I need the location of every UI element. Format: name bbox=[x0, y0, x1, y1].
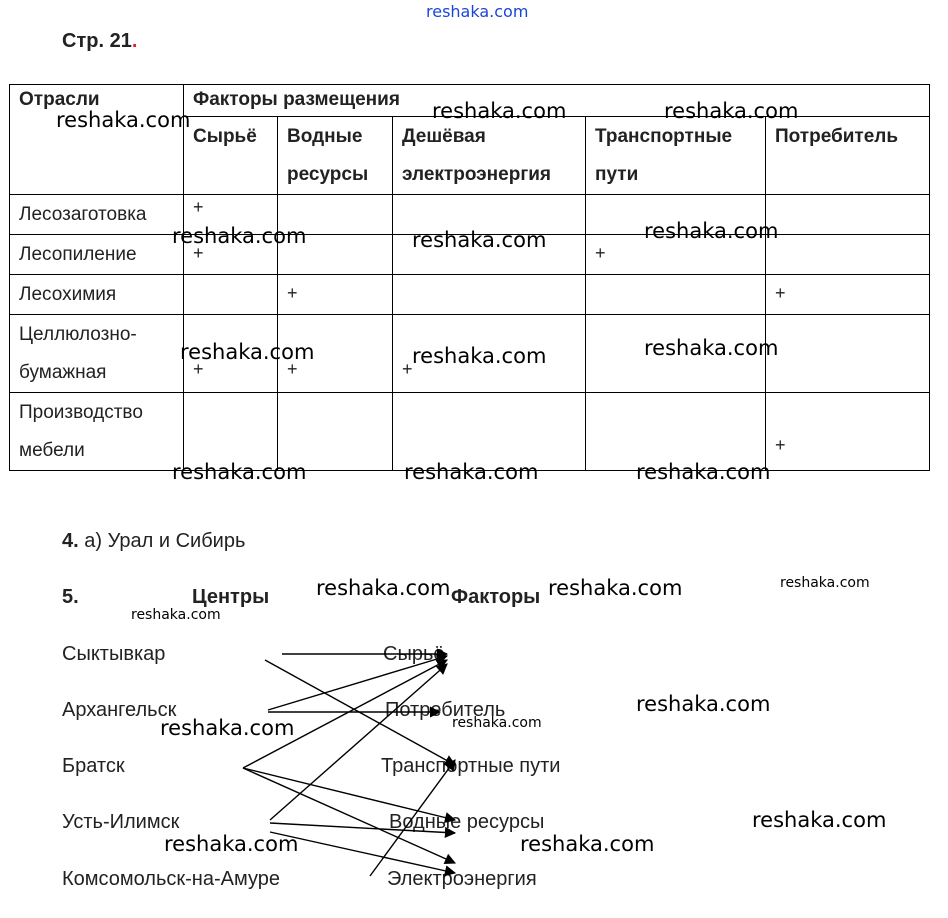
arrow-line bbox=[243, 660, 447, 768]
watermark: reshaka.com bbox=[172, 224, 307, 248]
header-factor: Потребитель bbox=[766, 117, 930, 195]
header-factor: Транспортные пути bbox=[586, 117, 766, 195]
header-factors: Факторы размещения bbox=[184, 85, 930, 117]
watermark: reshaka.com bbox=[432, 99, 567, 123]
header-industries: Отрасли bbox=[10, 85, 184, 195]
plus-mark: + bbox=[287, 359, 298, 379]
factor-item: Электроэнергия bbox=[387, 868, 537, 890]
factor-item: Потребитель bbox=[385, 699, 506, 721]
industry-name: Лесозаготовка bbox=[10, 195, 184, 235]
page-title-dot: . bbox=[131, 30, 138, 52]
arrow-line bbox=[268, 656, 447, 710]
header-factor: Сырьё bbox=[184, 117, 278, 195]
watermark: reshaka.com bbox=[131, 607, 221, 623]
centers-title: Центры bbox=[192, 586, 270, 608]
plus-mark: + bbox=[193, 243, 204, 263]
watermark: reshaka.com bbox=[664, 99, 799, 123]
watermark: reshaka.com bbox=[780, 575, 870, 591]
plus-mark: + bbox=[402, 359, 413, 379]
watermark: reshaka.com bbox=[644, 336, 779, 360]
center-item: Архангельск bbox=[62, 699, 177, 721]
watermark: reshaka.com bbox=[172, 460, 307, 484]
watermark: reshaka.com bbox=[164, 832, 299, 856]
industry-name: Лесохимия bbox=[10, 275, 184, 315]
factor-item: Транспортные пути bbox=[381, 755, 561, 777]
watermark: reshaka.com bbox=[752, 808, 887, 832]
task-4-answer: а) Урал и Сибирь bbox=[84, 530, 246, 552]
plus-mark: + bbox=[775, 283, 786, 303]
plus-mark: + bbox=[193, 197, 204, 217]
plus-mark: + bbox=[287, 283, 298, 303]
industry-name: Лесопиление bbox=[10, 235, 184, 275]
header-factor: Водные ресурсы bbox=[278, 117, 393, 195]
page-title-text: Стр. 21 bbox=[62, 30, 132, 52]
plus-mark: + bbox=[193, 359, 204, 379]
watermark: reshaka.com bbox=[412, 344, 547, 368]
watermark: reshaka.com bbox=[636, 692, 771, 716]
task-4-number: 4. bbox=[62, 530, 79, 552]
watermark: reshaka.com bbox=[160, 716, 295, 740]
factor-item: Водные ресурсы bbox=[389, 811, 545, 833]
task-5-number: 5. bbox=[62, 586, 79, 608]
plus-mark: + bbox=[775, 435, 786, 455]
header-factor: Дешёвая электроэнергия bbox=[393, 117, 586, 195]
watermark: reshaka.com bbox=[316, 576, 451, 600]
center-item: Братск bbox=[62, 755, 125, 777]
industry-name: Целлюлозно-бумажная bbox=[10, 315, 184, 393]
watermark: reshaka.com bbox=[180, 340, 315, 364]
factor-item: Сырьё bbox=[383, 643, 445, 665]
arrow-line bbox=[370, 760, 455, 876]
watermark: reshaka.com bbox=[412, 228, 547, 252]
factors-title: Факторы bbox=[451, 586, 541, 608]
watermark: reshaka.com bbox=[548, 576, 683, 600]
center-item: Сыктывкар bbox=[62, 643, 166, 665]
center-item: Комсомольск-на-Амуре bbox=[62, 868, 280, 890]
site-link[interactable]: reshaka.com bbox=[426, 2, 529, 21]
center-item: Усть-Илимск bbox=[62, 811, 180, 833]
watermark: reshaka.com bbox=[644, 219, 779, 243]
watermark: reshaka.com bbox=[56, 108, 191, 132]
arrow-line bbox=[243, 768, 455, 820]
plus-mark: + bbox=[595, 243, 606, 263]
watermark: reshaka.com bbox=[404, 460, 539, 484]
watermark: reshaka.com bbox=[520, 832, 655, 856]
watermark: reshaka.com bbox=[636, 460, 771, 484]
industry-name: Производство мебели bbox=[10, 393, 184, 471]
watermark: reshaka.com bbox=[452, 715, 542, 731]
